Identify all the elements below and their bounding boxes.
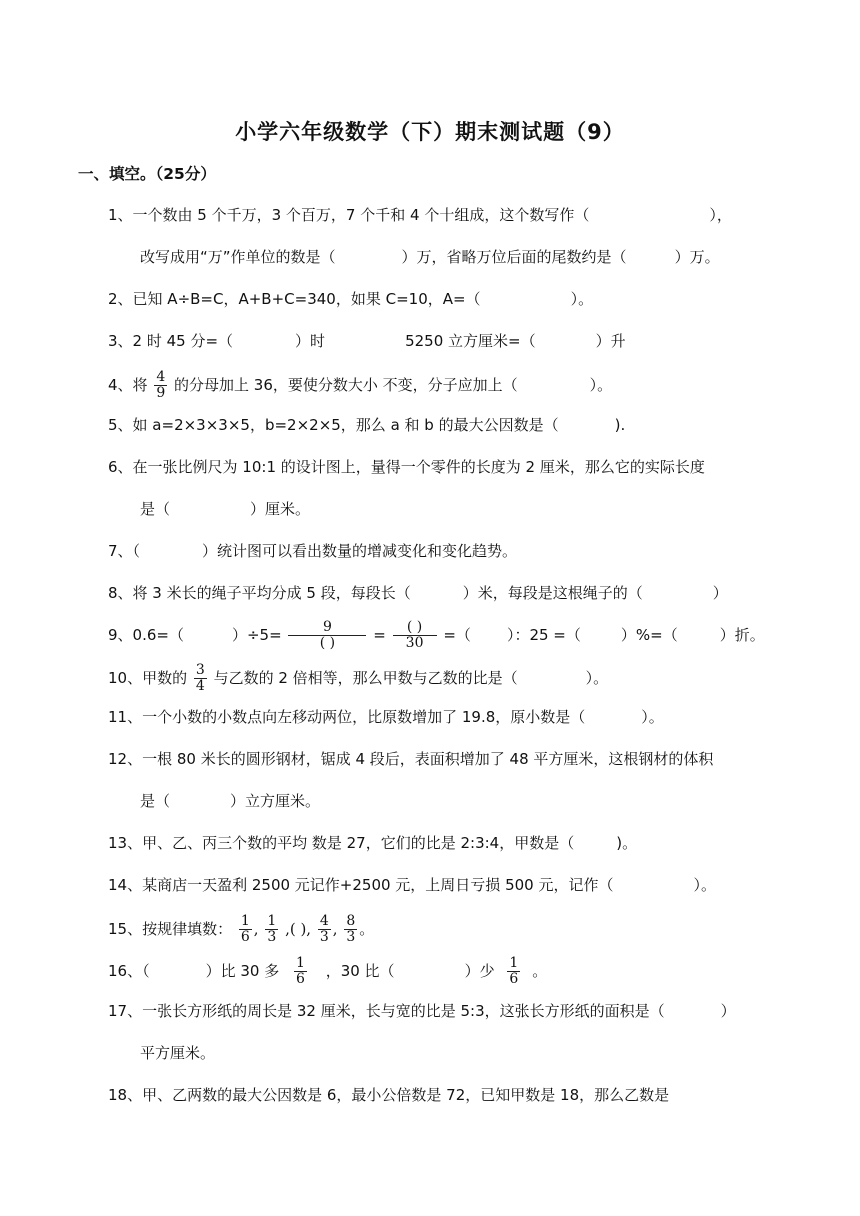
question-5: 5、如 a=2×3×3×5，b=2×2×5，那么 a 和 b 的最大公因数是（ ). bbox=[108, 416, 626, 434]
question-7: 7、（ ）统计图可以看出数量的增减变化和变化趋势。 bbox=[108, 542, 518, 560]
question-18: 18、甲、乙两数的最大公因数是 6，最小公倍数是 72，已知甲数是 18，那么乙数是 bbox=[108, 1086, 670, 1104]
fraction-3-4: $\frac{3}{4}$ bbox=[195, 662, 205, 694]
question-17-line-1: 17、一张长方形纸的周长是 32 厘米，长与宽的比是 5:3，这张长方形纸的面积是（ ） bbox=[108, 1002, 736, 1020]
fraction-4-3: $\frac{4}{3}$ bbox=[319, 913, 329, 945]
question-13: 13、甲、乙、丙三个数的平均 数是 27，它们的比是 2:3:4，甲数是（ )。 bbox=[108, 834, 638, 852]
fraction-9-blank: $\frac{9}{( )}$ bbox=[288, 620, 366, 651]
question-12-line-1: 12、一根 80 米长的圆形钢材，锯成 4 段后，表面积增加了 48 平方厘米，这根钢材的体积 bbox=[108, 750, 714, 768]
fraction-1-6: $\frac{1}{6}$ bbox=[240, 913, 250, 945]
question-15: 15、按规律填数： $\frac{1}{6}$ , $\frac{1}{3}$ ,( ), $\frac{4}{3}$ , $\frac{8}{3}$ 。 bbox=[108, 913, 375, 945]
question-3: 3、2 时 45 分=（ ）时 5250 立方厘米=（ ）升 bbox=[108, 332, 626, 350]
question-11: 11、一个小数的小数点向左移动两位，比原数增加了 19.8，原小数是（ ）。 bbox=[108, 708, 664, 726]
fraction-4-9: $\frac{4}{9}$ bbox=[156, 369, 166, 401]
question-4: 4、将 $\frac{4}{9}$ 的分母加上 36，要使分数大小 不变，分子应加上（ ）。 bbox=[108, 369, 613, 401]
question-10: 10、甲数的 $\frac{3}{4}$ 与乙数的 2 倍相等，那么甲数与乙数的比是（ ）。 bbox=[108, 662, 609, 694]
question-6-line-2: 是（ ）厘米。 bbox=[140, 500, 311, 518]
section-heading: 一、填空。（25分） bbox=[78, 165, 216, 183]
fraction-blank-30: $\frac{( )}{30}$ bbox=[393, 620, 437, 651]
fraction-1-6-b: $\frac{1}{6}$ bbox=[509, 955, 519, 987]
fraction-1-3: $\frac{1}{3}$ bbox=[267, 913, 277, 945]
question-17-line-2: 平方厘米。 bbox=[140, 1044, 216, 1062]
question-12-line-2: 是（ ）立方厘米。 bbox=[140, 792, 321, 810]
question-14: 14、某商店一天盈利 2500 元记作+2500 元，上周日亏损 500 元，记作（ ）。 bbox=[108, 876, 716, 894]
question-16: 16、（ ）比 30 多 $\frac{1}{6}$ ，30 比（ ）少 $\frac{1}{6}$ 。 bbox=[108, 955, 548, 987]
question-6-line-1: 6、在一张比例尺为 10:1 的设计图上，量得一个零件的长度为 2 厘米，那么它的实际长度 bbox=[108, 458, 705, 476]
question-9: 9、0.6=（ ）÷5= $\frac{9}{( )}$ = $\frac{( )}{30}$ =（ ）：25 =（ ）%=（ ）折。 bbox=[108, 619, 765, 651]
fraction-8-3: $\frac{8}{3}$ bbox=[346, 913, 356, 945]
fraction-1-6-a: $\frac{1}{6}$ bbox=[296, 955, 305, 987]
question-1-line-1: 1、一个数由 5 个千万，3 个百万，7 个千和 4 个十组成，这个数写作（ ）， bbox=[108, 206, 732, 224]
page-title: 小学六年级数学（下）期末测试题（9） bbox=[235, 120, 625, 144]
question-8: 8、将 3 米长的绳子平均分成 5 段，每段长（ ）米，每段是这根绳子的（ ） bbox=[108, 584, 728, 602]
question-1-line-2: 改写成用“万”作单位的数是（ ）万，省略万位后面的尾数约是（ ）万。 bbox=[140, 248, 720, 266]
question-2: 2、已知 A÷B=C，A+B+C=340，如果 C=10，A=（ ）。 bbox=[108, 290, 594, 308]
